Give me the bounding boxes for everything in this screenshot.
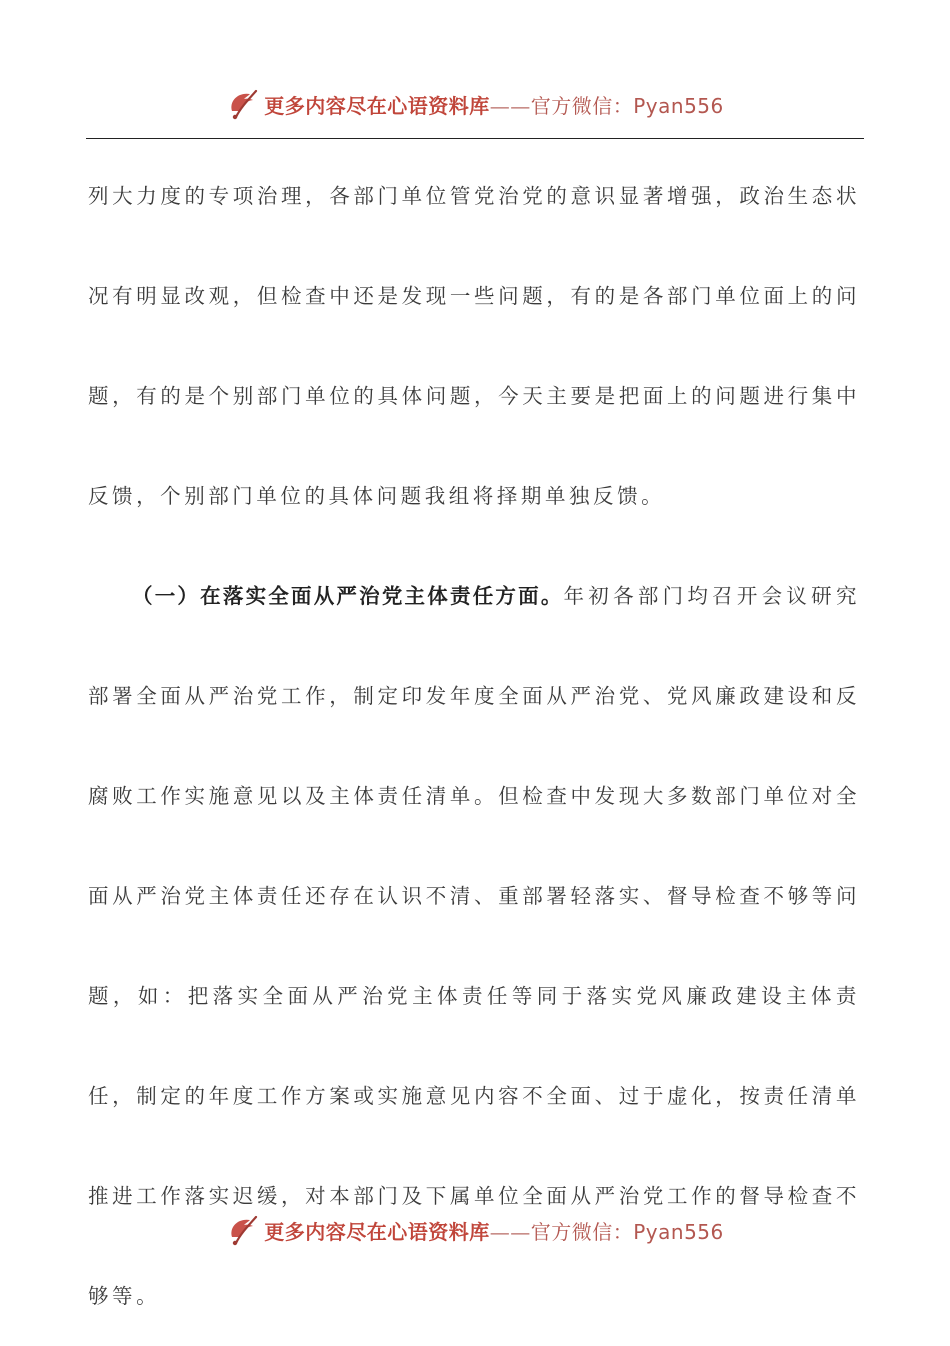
paragraph-continued: 列大力度的专项治理，各部门单位管党治党的意识显著增强，政治生态状况有明显改观，但检查中还是发现一些问题，有的是各部门单位面上的问题，有的是个别部门单位的具体问题，今天主要是把面上的问题进行集中反馈，个别部门单位的具体问题我组将择期单独反馈。 <box>88 184 860 508</box>
header-banner <box>0 84 950 124</box>
banner-title: 更多内容尽在心语资料库 <box>264 93 490 118</box>
header-divider <box>86 138 864 139</box>
section-body-text: 年初各部门均召开会议研究部署全面从严治党工作，制定印发年度全面从严治党、党风廉政建设和反腐败工作实施意见以及主体责任清单。但检查中发现大多数部门单位对全面从严治党主体责任还存在认识不清、重部署轻落实、督导检查不够等问题，如：把落实全面从严治党主体责任等同于落实党风廉政建设主体责任，制定的年度工作方案或实施意见内容不全面、过于虚化，按责任清单推进工作落实迟缓，对本部门及下属单位全面从严治党工作的督导检查不够等。 <box>88 584 860 1308</box>
banner-text <box>264 90 724 119</box>
banner-contact-label: 官方微信： <box>530 93 634 118</box>
banner-title: 更多内容尽在心语资料库 <box>264 1219 490 1244</box>
banner-separator: —— <box>489 1219 531 1244</box>
banner-wechat-id: Pyan556 <box>633 93 724 118</box>
document-body <box>88 146 860 1346</box>
quill-pen-logo-icon <box>226 87 260 121</box>
banner-contact-label: 官方微信： <box>530 1219 634 1244</box>
section-heading: （一）在落实全面从严治党主体责任方面。 <box>132 584 564 608</box>
footer-banner <box>0 1210 950 1250</box>
banner-separator: —— <box>489 93 531 118</box>
banner-text <box>264 1216 724 1245</box>
banner-wechat-id: Pyan556 <box>633 1219 724 1244</box>
quill-pen-logo-icon <box>226 1213 260 1247</box>
